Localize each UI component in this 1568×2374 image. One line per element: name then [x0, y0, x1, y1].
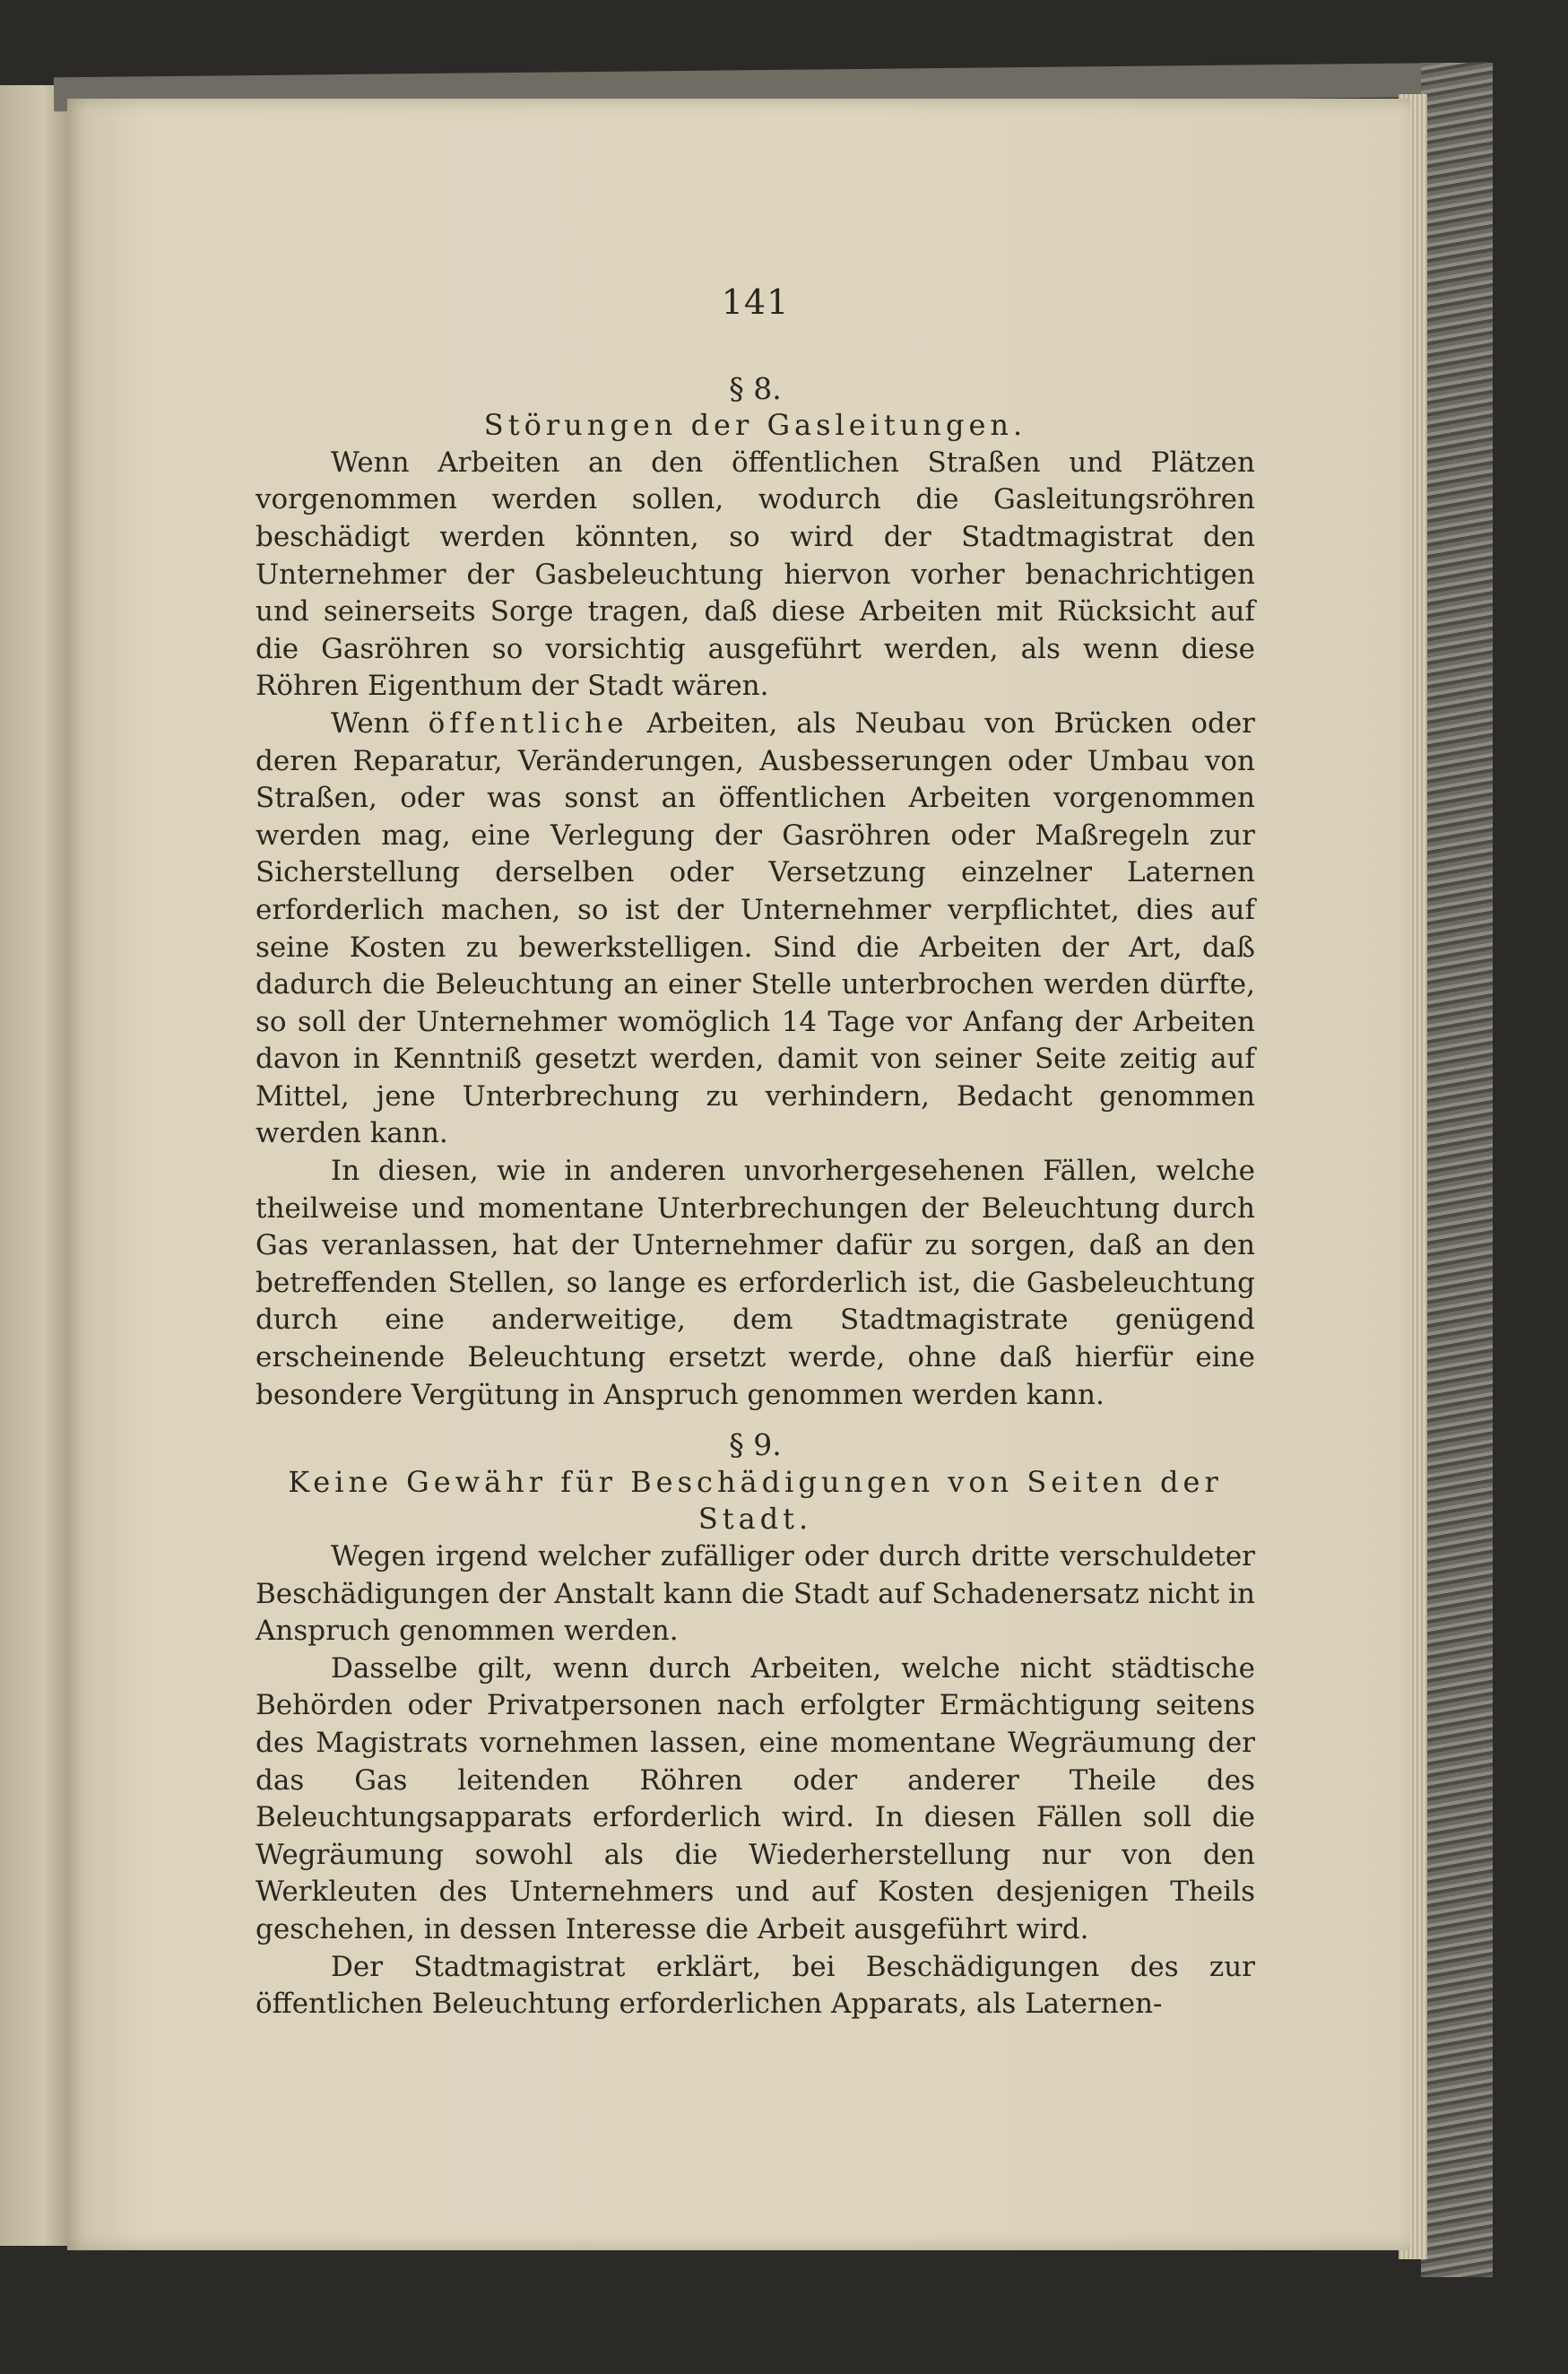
book-cover-edge [1421, 63, 1493, 2277]
paragraph-2-lead: Wenn [331, 706, 410, 740]
section-8-mark: § 8. [729, 370, 782, 406]
section-8-paragraph-1: Wenn Arbeiten an den öffentlichen Straßen und Plätzen vorgenommen werden sollen, wodurch die Gasleitungsröhren beschädigt werden könnten, so wird der Stadtmagistrat den Unternehmer der Gasbeleuchtung hiervon vorher benachrichtigen und seinerseits Sorge tragen, daß diese Arbeiten mit Rücksicht auf die Gasröhren so vorsichtig ausgeführt werden, als wenn diese Röhren Eigenthum der Stadt wären. [256, 446, 1255, 703]
section-8-paragraph-2 [256, 706, 1255, 1153]
section-8-paragraph-3: In diesen, wie in anderen unvorhergesehenen Fällen, welche theilweise und momentane Unterbrechungen der Beleuchtung durch Gas veranlassen, hat der Unternehmer dafür zu sorgen, daß an den betreffenden Stellen, so lange es erforderlich ist, die Gasbeleuchtung durch eine anderweitige, dem Stadtmagistrate genügend erscheinende Beleuchtung ersetzt werde, ohne daß hierfür eine besondere Vergütung in Anspruch genommen werden kann. [256, 1155, 1255, 1411]
section-9-title: Keine Gewähr für Beschädigungen von Seiten der Stadt. [288, 1464, 1223, 1537]
section-9-paragraph-2: Dasselbe gilt, wenn durch Arbeiten, welche nicht städtische Behörden oder Privatpersonen nach erfolgter Ermächtigung seitens des Magistrats vornehmen lassen, eine momentane Wegräumung der das Gas leitenden Röhren oder anderer Theile des Beleuchtungsapparats erforderlich wird. In diesen Fällen soll die Wegräumung sowohl als die Wiederherstellung nur von den Werkleuten des Unternehmers und auf Kosten desjenigen Theils geschehen, in dessen Interesse die Arbeit ausgeführt wird. [256, 1651, 1255, 1945]
section-9-paragraph-3: Der Stadtmagistrat erklärt, bei Beschädigungen des zur öffentlichen Beleuchtung erforderlichen Apparats, als Laternen- [256, 1950, 1255, 2021]
section-8-title: Störungen der Gasleitungen. [483, 408, 1027, 443]
page-number: 141 [721, 282, 790, 322]
page-text [256, 284, 1255, 2023]
book-page [67, 99, 1410, 2250]
paragraph-2-body: Arbeiten, als Neubau von Brücken oder deren Reparatur, Veränderungen, Ausbesserungen oder Umbau von Straßen, oder was sonst an öffentlichen Arbeiten vorgenommen werden mag, eine Verlegung der Gasröhren oder Maßregeln zur Sicherstellung derselben oder Versetzung einzelner Laternen erforderlich machen, so ist der Unternehmer verpflichtet, dies auf seine Kosten zu bewerkstelligen. Sind die Arbeiten der Art, daß dadurch die Beleuchtung an einer Stelle unterbrochen werden dürfte, so soll der Unternehmer womöglich 14 Tage vor Anfang der Arbeiten davon in Kenntniß gesetzt werden, damit von seiner Seite zeitig auf Mittel, jene Unterbrechung zu verhindern, Bedacht genommen werden kann. [256, 706, 1255, 1150]
left-page-edge [0, 85, 72, 2246]
emphasized-word: öffentliche [428, 706, 628, 740]
section-9-paragraph-1: Wegen irgend welcher zufälliger oder durch dritte verschuldeter Beschädigungen der Anstalt kann die Stadt auf Schadenersatz nicht in Anspruch genommen werden. [256, 1540, 1255, 1648]
section-9-mark: § 9. [729, 1427, 782, 1463]
